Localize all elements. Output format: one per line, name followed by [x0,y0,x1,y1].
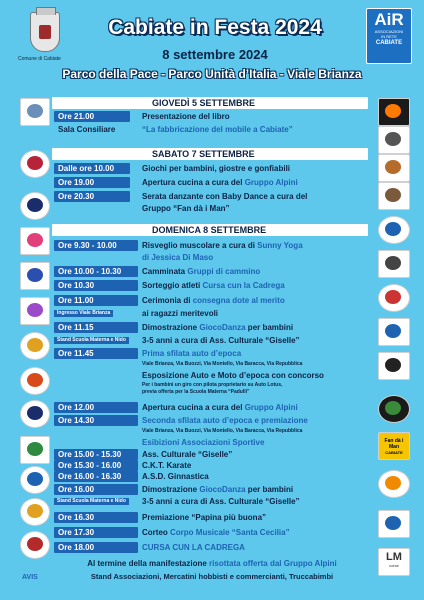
event-time: Ore 12.00 [54,402,138,413]
event-desc: Corteo Corpo Musicale “Santa Cecilia” [142,528,290,537]
event-desc: Cerimonia di consegna dote al merito [142,296,285,305]
day-header-saturday: SABATO 7 SETTEMBRE [52,148,368,160]
event-desc: C.K.T. Karate [142,461,192,470]
event-desc: ai ragazzi meritevoli [142,309,219,318]
event-desc: Dimostrazione GiocoDanza per bambini [142,323,294,332]
event-time: Dalle ore 10.00 [54,163,130,174]
event-time: Ore 16.00 [54,484,138,495]
giselle-logo-2-icon [20,498,50,526]
air-logo: AiR ASSOCIAZIONI IN RETE CABIATE [366,8,412,64]
event-time: Ore 15.30 - 16.00 [54,460,138,471]
alpini-logo-2-icon [20,400,50,428]
music-band-logo-icon [20,531,50,559]
event-desc: Apertura cucina a cura del Gruppo Alpini [142,403,298,412]
day-header-thursday: GIOVEDÌ 5 SETTEMBRE [52,97,368,109]
lc-logo-icon [378,510,410,538]
sponsor-logo-2-icon [378,126,410,154]
dance-logo-icon [20,150,50,178]
event-location: Stand Scuola Materna e Nido [54,498,129,505]
event-desc: di Jessica Di Maso [142,253,214,262]
event-desc: Giochi per bambini, giostre e gonfiabili [142,164,291,173]
event-time: Ore 15.00 - 15.30 [54,449,138,460]
event-desc: Apertura cucina a cura del Gruppo Alpini [142,178,298,187]
sponsor-logo-9-icon [378,352,410,380]
day-header-sunday: DOMENICA 8 SETTEMBRE [52,224,368,236]
event-desc: Esibizioni Associazioni Sportive [142,438,265,447]
event-location: Ingresso Viale Brianza [54,310,113,317]
event-note: previa offerta per la Scuola Materna “Padulli” [142,389,250,395]
fan-da-i-man-logo: Fan dà i Man CABIATE [378,432,410,460]
stands-note: Stand Associazioni, Mercatini hobbisti e commercianti, Truccabimbi [90,572,334,581]
giselle-logo-icon [20,332,50,360]
event-time: Ore 11.45 [54,348,138,359]
closing-note: Al termine della manifestazione risottata offerta dal Gruppo Alpini [87,559,337,568]
sponsor-eo-logo-icon [378,98,410,126]
event-time: Ore 20.30 [54,191,130,202]
event-date: 8 settembre 2024 [162,47,268,62]
protezione-civile-logo-icon [378,470,410,498]
comune-label: Comune di Cabiate [18,56,61,62]
event-note: Per i bambini un giro con pilota proprietario su Auto Lotus, [142,382,283,388]
event-desc: CURSA CUN LA CADREGA [142,543,245,552]
avis-logo: AVIS [22,574,38,581]
ginnastica-logo-icon [20,466,50,494]
event-time: Ore 14.30 [54,415,138,426]
event-time: Ore 11.00 [54,295,138,306]
event-time: Ore 21.00 [54,111,130,122]
school-logo-icon [20,297,50,325]
event-time: Ore 9.30 - 10.00 [54,240,138,251]
event-time: Ore 16.30 [54,512,138,523]
event-desc: Dimostrazione GiocoDanza per bambini [142,485,294,494]
lm-corse-logo: LM corse [378,548,410,576]
parade-route: Viale Brianza, Via Buozzi, Via Montello, Via Baracca, Via Repubblica [142,428,303,434]
event-desc: Gruppo “Fan dà i Man” [142,204,230,213]
event-desc: Seconda sfilata auto d’epoca e premiazione [142,416,308,425]
first-aid-logo-icon [378,318,410,346]
event-desc: Camminata Gruppi di cammino [142,267,261,276]
alpini-badge-logo-icon [378,395,410,423]
event-desc: Premiazione “Papina più buona” [142,513,267,522]
centro-anziani-logo-icon [378,250,410,278]
event-desc: 3-5 anni a cura di Ass. Culturale “Giselle” [142,336,300,345]
yoga-logo-icon [20,227,50,255]
event-desc: Serata danzante con Baby Dance a cura del [142,192,308,201]
event-location: Sala Consiliare [58,125,116,134]
event-time: Ore 19.00 [54,177,130,188]
association-logo-icon [20,98,50,126]
walking-group-logo-icon [20,262,50,290]
event-time: Ore 18.00 [54,542,138,553]
car-club-logo-icon [20,367,50,395]
event-desc: Risveglio muscolare a cura di Sunny Yoga [142,241,303,250]
town-crest-icon [30,12,60,52]
event-desc: Esposizione Auto e Moto d’epoca con concorso [142,371,324,380]
event-time: Ore 16.00 - 16.30 [54,471,138,482]
event-desc: Presentazione del libro [142,112,230,121]
event-time: Ore 10.30 [54,280,138,291]
event-location: Stand Scuola Materna e Nido [54,337,129,344]
event-venue: Parco della Pace - Parco Unità d’Italia - Viale Brianza [62,67,362,81]
sponsor-logo-5-icon [378,216,410,244]
sport-logo-icon [20,436,50,464]
event-time: Ore 17.30 [54,527,138,538]
parade-route: Viale Brianza, Via Buozzi, Via Montello, Via Baracca, Via Repubblica [142,361,303,367]
event-desc: Prima sfilata auto d’epoca [142,349,242,358]
event-desc: A.S.D. Ginnastica [142,472,209,481]
sponsor-logo-3-icon [378,154,410,182]
event-desc: “La fabbricazione del mobile a Cabiate” [142,125,293,134]
event-desc: Ass. Culturale “Giselle” [142,450,233,459]
poster-title: Cabiate in Festa 2024 [108,16,322,39]
event-time: Ore 10.00 - 10.30 [54,266,138,277]
alpini-logo-icon [20,192,50,220]
event-desc: 3-5 anni a cura di Ass. Culturale “Giselle” [142,497,300,506]
poster-header [0,0,424,88]
event-time: Ore 11.15 [54,322,138,333]
sponsor-logo-7-icon [378,284,410,312]
event-desc: Sorteggio atleti Cursa cun la Cadrega [142,281,285,290]
circolo-pace-logo-icon [378,182,410,210]
